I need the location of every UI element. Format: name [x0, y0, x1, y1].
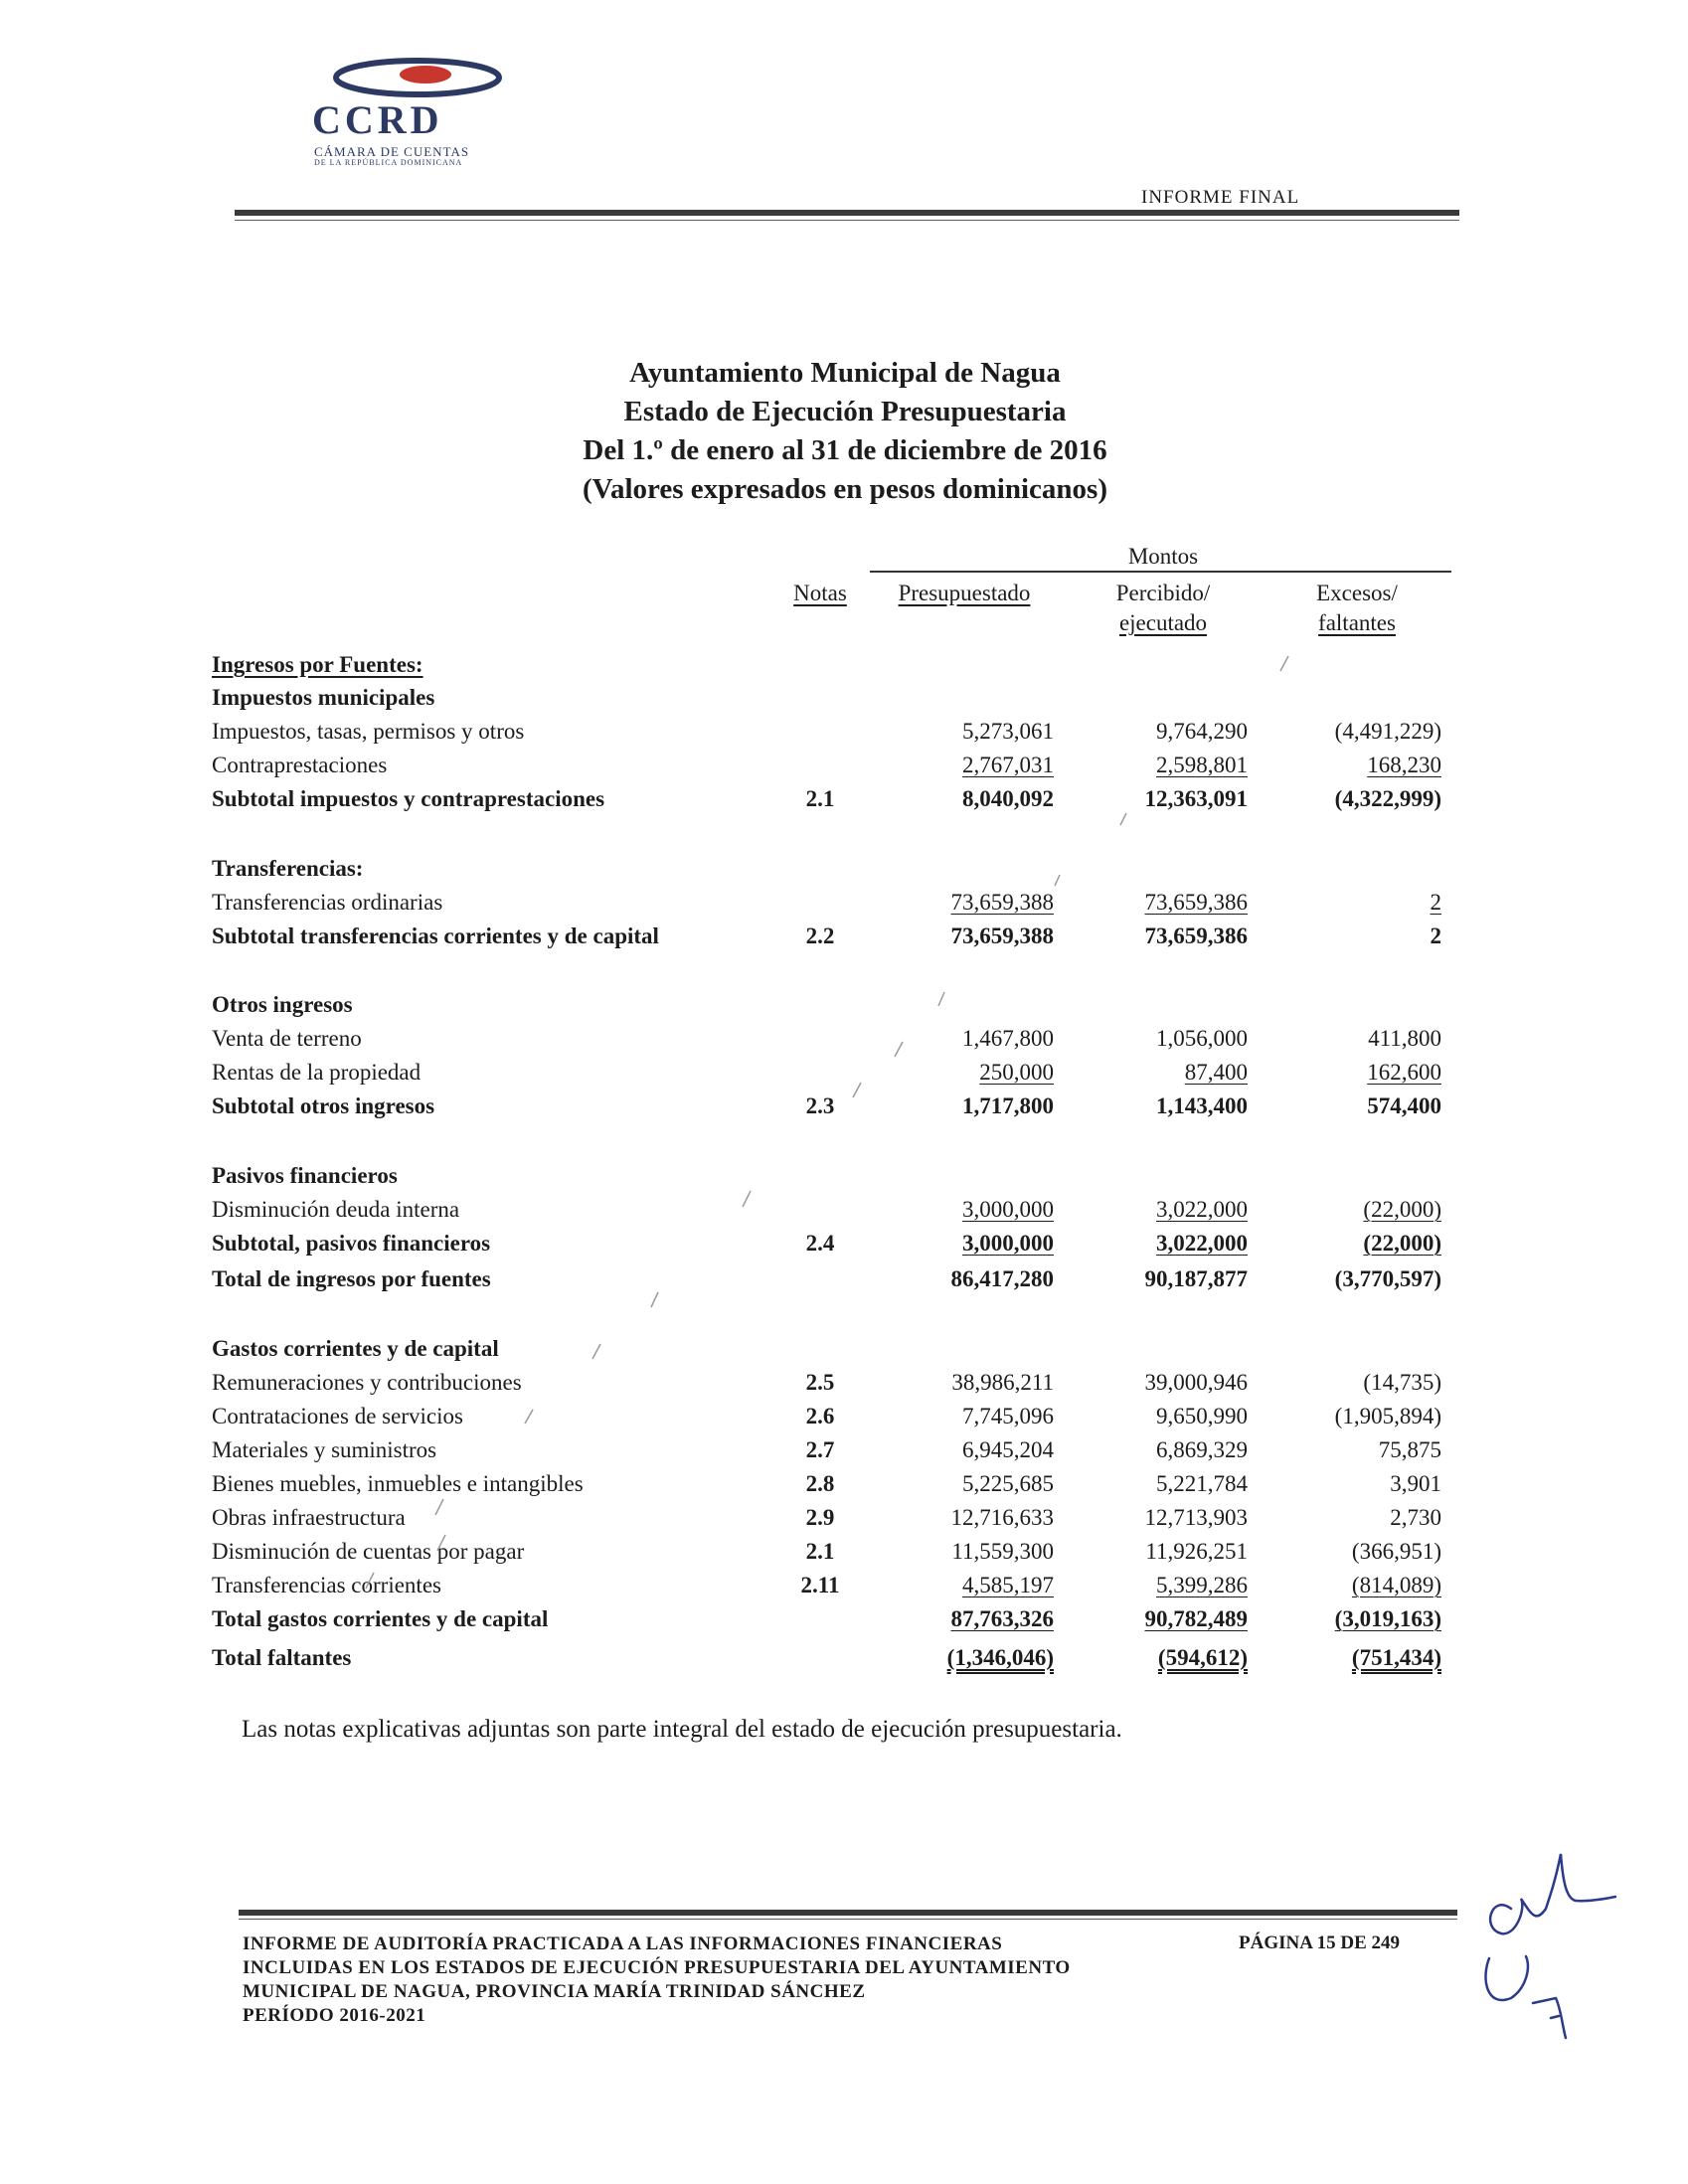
- footer-line: INCLUIDAS EN LOS ESTADOS DE EJECUCIÓN PRESUPUESTARIA DEL AYUNTAMIENTO: [243, 1957, 1071, 1978]
- section-heading: Transferencias:: [212, 856, 364, 881]
- header-rule: [235, 210, 1459, 216]
- percibido-column-header: Percibido/ ejecutado: [1115, 581, 1211, 635]
- footnote: Las notas explicativas adjuntas son parte integral del estado de ejecución presupuestaria.: [242, 1716, 1122, 1743]
- footer-line: INFORME DE AUDITORÍA PRACTICADA A LAS INFORMACIONES FINANCIERAS: [243, 1933, 1003, 1954]
- total-row: Total gastos corrientes y de capital 87,763,326 90,782,489 (3,019,163): [212, 1606, 1441, 1631]
- logo-letters: CCRD: [312, 97, 443, 142]
- logo-subtitle: CÁMARA DE CUENTAS: [314, 144, 470, 159]
- table-row: Venta de terreno 1,467,800 1,056,000 411,800: [212, 1026, 1441, 1051]
- footer-rule-thin: [239, 1919, 1457, 1920]
- section-heading: Otros ingresos: [212, 992, 353, 1017]
- table-row: Bienes muebles, inmuebles e intangibles 2.8 5,225,685 5,221,784 3,901: [212, 1471, 1441, 1496]
- header-rule-thin: [235, 220, 1459, 221]
- table-row: Contraprestaciones 2,767,031 2,598,801 168,230: [212, 753, 1441, 777]
- ccrd-emblem-icon: [328, 55, 507, 100]
- subtotal-row: Subtotal, pasivos financieros 2.4 3,000,000 3,022,000 (22,000): [212, 1231, 1441, 1256]
- montos-rule: [870, 571, 1451, 573]
- footer-line: MUNICIPAL DE NAGUA, PROVINCIA MARÍA TRINIDAD SÁNCHEZ: [243, 1981, 866, 2002]
- logo-subtitle-2: DE LA REPÚBLICA DOMINICANA: [314, 158, 463, 167]
- table-row: Remuneraciones y contribuciones 2.5 38,986,211 39,000,946 (14,735): [212, 1370, 1441, 1395]
- table-row: Disminución de cuentas por pagar 2.1 11,559,300 11,926,251 (366,951): [212, 1539, 1441, 1564]
- section-heading: Pasivos financieros: [212, 1163, 398, 1188]
- table-row: Obras infraestructura 2.9 12,716,633 12,713,903 2,730: [212, 1505, 1441, 1530]
- total-row: Total faltantes (1,346,046) (594,612) (751,434): [212, 1645, 1441, 1670]
- subtotal-row: Subtotal transferencias corrientes y de capital 2.2 73,659,388 73,659,386 2: [212, 924, 1441, 948]
- footer-line: PERÍODO 2016-2021: [243, 2005, 426, 2026]
- footer-report-title: [243, 1932, 1217, 2028]
- title-period: Del 1.º de enero al 31 de diciembre de 2016: [583, 434, 1107, 466]
- montos-heading: Montos: [1127, 544, 1199, 569]
- table-row: Impuestos, tasas, permisos y otros 5,273,061 9,764,290 (4,491,229): [212, 719, 1441, 744]
- header-label: INFORME FINAL: [1141, 187, 1300, 208]
- table-row: Contrataciones de servicios 2.6 7,745,096 9,650,990 (1,905,894): [212, 1404, 1441, 1428]
- subtotal-row: Subtotal otros ingresos 2.3 1,717,800 1,143,400 574,400: [212, 1093, 1441, 1118]
- total-row: Total de ingresos por fuentes 86,417,280 90,187,877 (3,770,597): [212, 1266, 1441, 1291]
- presupuestado-column-header: Presupuestado: [898, 581, 1031, 605]
- section-heading: Gastos corrientes y de capital: [212, 1336, 499, 1361]
- table-row: Transferencias ordinarias 73,659,388 73,659,386 2: [212, 890, 1441, 915]
- statement-title: [378, 354, 1312, 509]
- excesos-column-header: Excesos/ faltantes: [1316, 581, 1398, 635]
- page-number: PÁGINA 15 DE 249: [1239, 1932, 1401, 1953]
- section-heading: Ingresos por Fuentes:: [212, 652, 423, 677]
- footer-rule: [239, 1910, 1457, 1916]
- title-entity: Ayuntamiento Municipal de Nagua: [629, 357, 1061, 389]
- title-statement: Estado de Ejecución Presupuestaria: [623, 396, 1067, 427]
- notas-column-header: Notas: [793, 581, 847, 605]
- table-row: Disminución deuda interna 3,000,000 3,022,000 (22,000): [212, 1197, 1441, 1222]
- handwritten-initials: [1471, 1839, 1620, 2078]
- section-heading: Impuestos municipales: [212, 685, 435, 710]
- table-row: Transferencias corrientes 2.11 4,585,197 5,399,286 (814,089): [212, 1573, 1441, 1597]
- table-row: Materiales y suministros 2.7 6,945,204 6,869,329 75,875: [212, 1437, 1441, 1462]
- title-currency: (Valores expresados en pesos dominicanos): [583, 473, 1107, 505]
- ccrd-logo: [298, 55, 557, 174]
- subtotal-row: Subtotal impuestos y contraprestaciones 2.1 8,040,092 12,363,091 (4,322,999): [212, 786, 1441, 811]
- table-row: Rentas de la propiedad 250,000 87,400 162,600: [212, 1060, 1441, 1085]
